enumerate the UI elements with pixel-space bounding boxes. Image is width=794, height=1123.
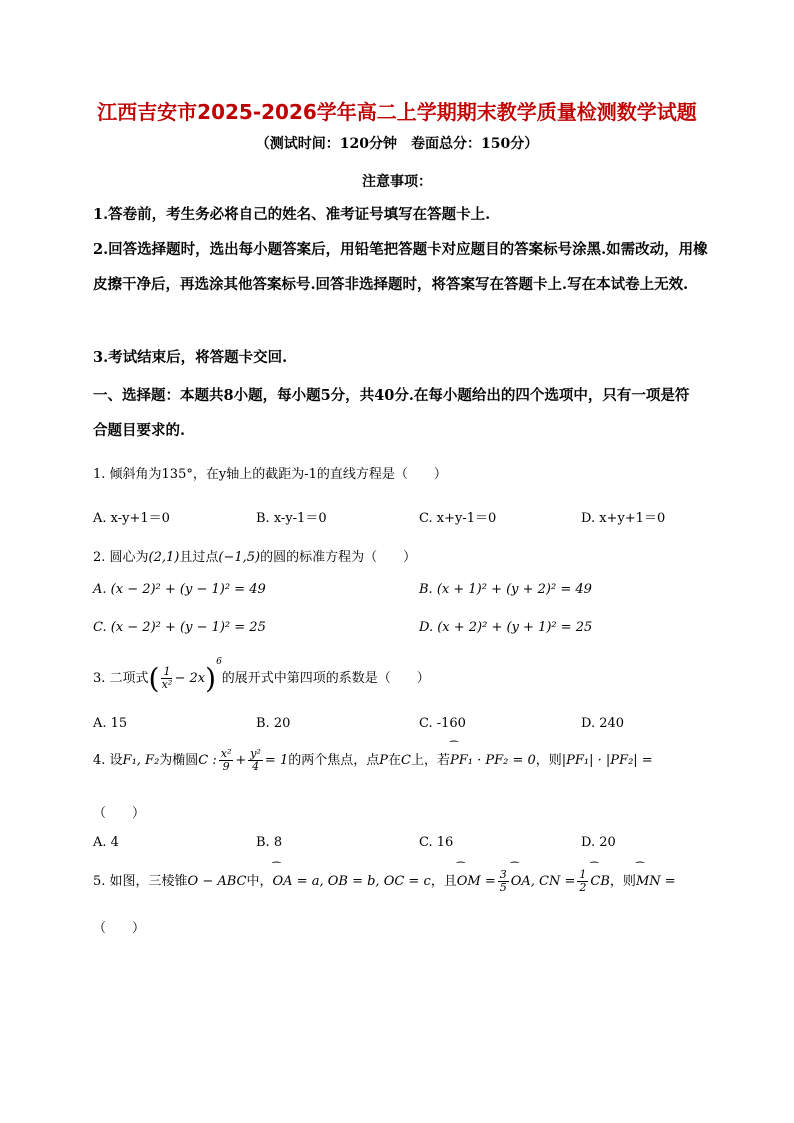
q2-stem-part: 2. 圆心为 — [93, 550, 149, 565]
q4-frac2-den: 4 — [252, 760, 260, 773]
q4-option-b: B. 8 — [256, 835, 283, 850]
question-1-stem: 1. 倾斜角为135°，在y轴上的截距为-1的直线方程是（ ） — [93, 467, 447, 482]
q5-mn: ⁀ MN = — [636, 874, 676, 889]
exam-subtitle: （测试时间：120分钟 卷面总分：150分） — [255, 136, 539, 152]
q2-option-c: C. (x − 2)² + (y − 1)² = 25 — [93, 620, 266, 635]
q4-eq-one: = 1 — [264, 753, 289, 768]
q2-option-b: B. (x + 1)² + (y + 2)² = 49 — [419, 582, 592, 597]
q4-frac1-num: x² — [220, 747, 232, 760]
q2-stem-part: 的圆的标准方程为（ ） — [260, 550, 417, 565]
q3-power: 6 — [216, 657, 222, 667]
q4-point: P — [379, 753, 388, 768]
q2-option-a: A. (x − 2)² + (y − 1)² = 49 — [93, 582, 266, 597]
q1-option-a: A. x-y+1＝0 — [93, 511, 170, 526]
q1-option-d: D. x+y+1＝0 — [581, 511, 666, 526]
q5-stem-part: ，且 — [430, 874, 457, 889]
notice-heading: 注意事项： — [362, 174, 432, 190]
q1-option-b: B. x-y-1＝0 — [256, 511, 327, 526]
q5-stem-part: ，则 — [609, 874, 636, 889]
q5-vectors: ⁀ OA = a, OB = b, OC = c — [273, 874, 431, 889]
q4-abs-expr: |PF₁| · |PF₂| = — [561, 753, 653, 768]
q5-cn-rhs: ⁀ CB — [590, 874, 610, 889]
q3-option-a: A. 15 — [93, 716, 128, 731]
q4-stem-part: 4. 设 — [93, 753, 123, 768]
q3-option-b: B. 20 — [256, 716, 291, 731]
q5-cn-den: 2 — [579, 881, 587, 894]
notice-3: 3.考试结束后，将答题卡交回. — [93, 349, 288, 366]
q4-blank: （ ） — [93, 806, 146, 821]
q3-option-c: C. -160 — [419, 716, 466, 731]
q4-dot-expr: ⁀ PF₁ · PF₂ = 0 — [450, 753, 536, 768]
q4-stem-part: 的两个焦点，点 — [288, 753, 380, 768]
q4-option-a: A. 4 — [93, 835, 119, 850]
q5-stem-part: 5. 如图，三棱锥 — [93, 874, 188, 889]
q3-frac-num: 1 — [163, 665, 171, 678]
q3-option-d: D. 240 — [581, 716, 625, 731]
q4-frac2-num: y² — [250, 747, 261, 760]
q5-om-den: 5 — [499, 881, 507, 894]
q2-stem-part: 且过点 — [179, 550, 219, 565]
q3-stem-part: 3. 二项式 — [93, 671, 149, 686]
q3-stem-part: 的展开式中第四项的系数是（ ） — [221, 671, 430, 686]
q3-expr-tail: − 2x — [174, 671, 206, 686]
q5-om-rhs: ⁀ OA, CN = — [511, 874, 576, 889]
question-2-stem — [93, 546, 416, 565]
q4-stem-part: 在 — [387, 753, 401, 768]
q5-cn-num: 1 — [579, 868, 587, 881]
section-heading: 一、选择题：本题共8小题，每小题5分，共40分.在每小题给出的四个选项中，只有一项是符合题目要求的. — [93, 387, 690, 439]
q5-blank: （ ） — [93, 921, 146, 936]
q4-stem-part: 为椭圆 — [159, 753, 199, 768]
notice-1: 1.答卷前，考生务必将自己的姓名、准考证号填写在答题卡上. — [93, 206, 491, 223]
q4-curve: C — [401, 753, 411, 768]
q5-om-num: 3 — [499, 868, 507, 881]
q2-option-d: D. (x + 2)² + (y + 1)² = 25 — [419, 620, 593, 635]
q3-frac-den: x² — [161, 678, 173, 691]
q4-stem-part: 上，若 — [410, 753, 450, 768]
q5-pyramid: O − ABC — [187, 874, 247, 889]
exam-title: 江西吉安市2025-2026学年高二上学期期末教学质量检测数学试题 — [97, 100, 697, 124]
q4-frac1-den: 9 — [222, 760, 230, 773]
q4-option-d: D. 20 — [581, 835, 616, 850]
question-3-stem: 3. 二项式( $\frac{1}{\text{x²}}$ − 2x)$^6$的展开式中第四项的系数是（ ） — [93, 657, 430, 695]
notice-2: 2.回答选择题时，选出每小题答案后，用铅笔把答题卡对应题目的答案标号涂黑.如需改动，用橡皮擦干净后，再选涂其他答案标号.回答非选择题时，将答案写在答题卡上.写在本试卷上无效. — [93, 241, 708, 293]
q4-foci: F₁, F₂ — [122, 753, 160, 768]
q5-om-lhs: ⁀ OM = — [457, 874, 496, 889]
question-4-stem: 4. 设F₁, F₂为椭圆C : $\frac{\text{x²}}{9}$ + $\frac{\text{y²}}{4}$ = 1的两个焦点，点P在C上，若⁀ PF₁ · PF₂ = 0，则|PF₁| · |PF₂| = — [93, 748, 653, 773]
q5-stem-part: 中， — [246, 874, 273, 889]
question-5-stem — [93, 869, 676, 894]
q4-option-c: C. 16 — [419, 835, 454, 850]
q1-option-c: C. x+y-1＝0 — [419, 511, 497, 526]
q2-point: (−1,5) — [218, 550, 261, 565]
q4-stem-part: ，则 — [535, 753, 562, 768]
q2-center: (2,1) — [148, 550, 180, 565]
q4-ellipse-name: C : — [198, 753, 217, 768]
